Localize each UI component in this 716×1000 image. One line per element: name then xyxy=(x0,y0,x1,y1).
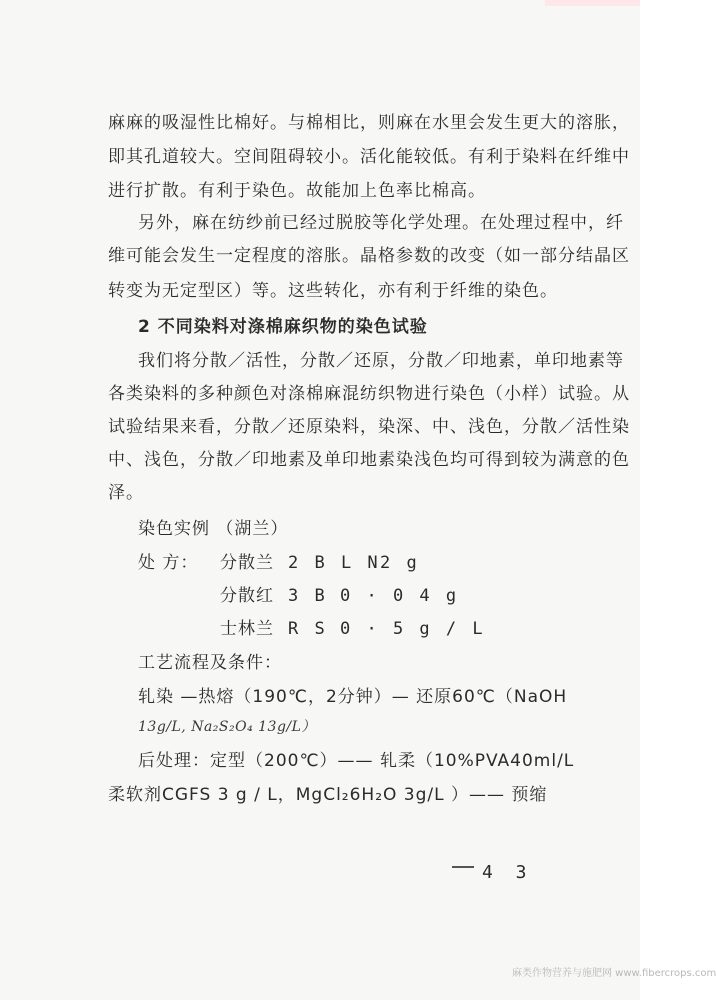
recipe-item-code: 2 B L N xyxy=(288,553,381,573)
process-soft-line: 柔软剂CGFS 3 g / L，MgCl₂6H₂O 3g/L ）—— 预缩 xyxy=(108,785,548,805)
example-title: 染色实例 （湖兰） xyxy=(138,519,289,539)
recipe-item-code: 3 B xyxy=(288,586,328,606)
top-edge-mark xyxy=(545,0,640,6)
body-line-6: 转变为无定型区）等。这些转化，亦有利于纤维的染色。 xyxy=(108,281,558,301)
recipe-item-amount: 0 · 0 4 g xyxy=(340,586,460,606)
dash-mark xyxy=(452,866,474,868)
recipe-item-code: R S xyxy=(288,619,328,639)
body-line-11: 泽。 xyxy=(108,483,144,503)
body-line-10: 中、浅色，分散／印地素及单印地素染浅色均可得到较为满意的色 xyxy=(108,450,630,470)
page-number: 4 3 xyxy=(482,862,533,883)
site-watermark: 麻类作物营养与施肥网 www.fibercrops.com xyxy=(512,968,716,979)
body-line-1: 麻麻的吸湿性比棉好。与棉相比，则麻在水里会发生更大的溶胀， xyxy=(108,113,630,133)
process-pad-handwritten: 13g/L, Na₂S₂O₄ 13g/L） xyxy=(138,719,316,735)
process-pad-line: 轧染 —热熔（190℃，2分钟）— 还原60℃（NaOH xyxy=(138,687,568,707)
recipe-item-name: 士林兰 xyxy=(220,619,274,639)
body-line-3: 进行扩散。有利于染色。故能加上色率比棉高。 xyxy=(108,181,486,201)
body-line-5: 维可能会发生一定程度的溶胀。晶格参数的改变（如一部分结晶区 xyxy=(108,246,630,266)
body-line-8: 各类染料的多种颜色对涤棉麻混纺织物进行染色（小样）试验。从 xyxy=(108,384,630,404)
recipe-item-name: 分散兰 xyxy=(220,553,274,573)
body-line-7: 我们将分散／活性，分散／还原，分散／印地素，单印地素等 xyxy=(138,351,624,371)
section-heading: 2 不同染料对涤棉麻织物的染色试验 xyxy=(138,317,428,337)
recipe-item-name: 分散红 xyxy=(220,586,274,606)
process-title: 工艺流程及条件： xyxy=(138,653,282,673)
body-line-2: 即其孔道较大。空间阻碍较小。活化能较低。有利于染料在纤维中 xyxy=(108,147,630,167)
body-line-4: 另外，麻在纺纱前已经过脱胶等化学处理。在处理过程中，纤 xyxy=(138,213,624,233)
process-post-line: 后处理：定型（200℃）—— 轧柔（10%PVA40ml/L xyxy=(138,751,575,771)
body-line-9: 试验结果来看，分散／还原染料，染深、中、浅色，分散／活性染 xyxy=(108,417,630,437)
recipe-label: 处 方： xyxy=(138,553,199,573)
recipe-item-amount: 0 · 5 g / L xyxy=(340,619,486,639)
recipe-item-amount: 2 g xyxy=(380,553,420,573)
